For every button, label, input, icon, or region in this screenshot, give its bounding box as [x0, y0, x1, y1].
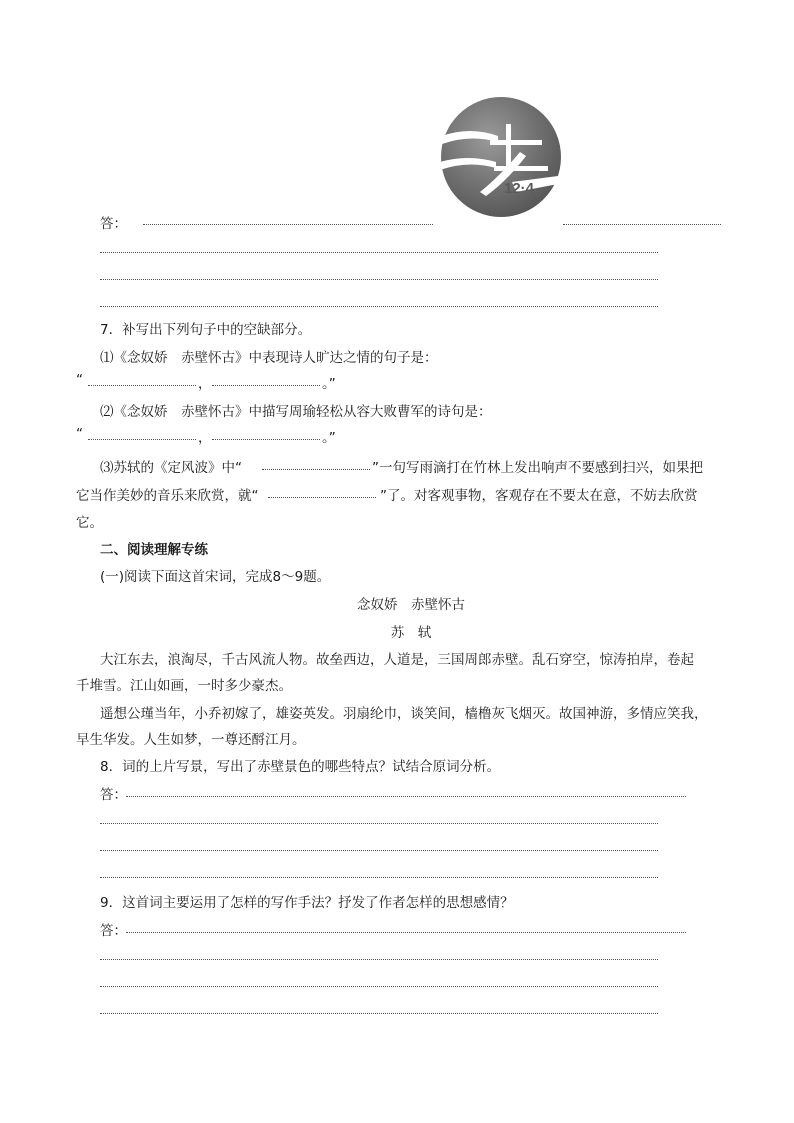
q8-answer-line-1[interactable]: [126, 796, 686, 797]
q9-answer-line-2[interactable]: [100, 959, 658, 960]
section-intro: (一)阅读下面这首宋词，完成8～9题。: [100, 569, 331, 585]
poem-title: 念奴娇 赤壁怀古: [357, 597, 465, 613]
poem-author: 苏 轼: [390, 625, 432, 641]
q7-sub1-open-quote: “: [76, 372, 83, 388]
q8-prompt: 8．词的上片写景，写出了赤壁景色的哪些特点？试结合原词分析。: [100, 759, 501, 775]
q8-answer-line-4[interactable]: [100, 877, 658, 878]
q7-sub1-blank-2[interactable]: [212, 385, 320, 386]
q7-sub2-open-quote: “: [76, 426, 83, 442]
q6-answer-line-2[interactable]: [100, 252, 658, 253]
q7-sub3-part-a: ⑶苏轼的《定风波》中“: [100, 460, 242, 476]
q6-answer-line-3[interactable]: [100, 279, 658, 280]
q8-answer-line-2[interactable]: [100, 823, 658, 824]
q7-sub1: ⑴《念奴娇 赤壁怀古》中表现诗人旷达之情的句子是：: [100, 350, 438, 366]
q7-sub3-blank-1[interactable]: [262, 469, 370, 470]
q7-sub2: ⑵《念奴娇 赤壁怀古》中描写周瑜轻松从容大败曹军的诗句是：: [100, 404, 492, 420]
q9-answer-label: 答：: [100, 923, 127, 939]
q7-sub1-comma: ，: [198, 376, 212, 392]
q6-answer-line-1b[interactable]: [563, 224, 721, 225]
q7-sub3-part-d: ”了。对客观事物，客观存在不要太在意，不妨去欣赏: [380, 488, 698, 504]
poem-stanza2-line1: 遥想公瑾当年，小乔初嫁了，雄姿英发。羽扇纶巾，谈笑间，樯橹灰飞烟灭。故国神游，多情应笑我，: [100, 706, 708, 722]
q9-prompt: 9．这首词主要运用了怎样的写作手法？抒发了作者怎样的思想感情？: [100, 895, 514, 911]
q7-sub2-end-quote: 。”: [322, 430, 336, 446]
q9-answer-line-4[interactable]: [100, 1013, 658, 1014]
q8-answer-label: 答：: [100, 787, 127, 803]
q7-sub1-blank-1[interactable]: [88, 385, 196, 386]
q7-sub1-end-quote: 。”: [322, 376, 336, 392]
q7-sub3-part-c: 它当作美妙的音乐来欣赏，就“: [76, 488, 259, 504]
q6-answer-line-1a[interactable]: [143, 224, 433, 225]
poem-stanza1-line2: 千堆雪。江山如画，一时多少豪杰。: [76, 678, 292, 694]
q7-sub2-blank-2[interactable]: [212, 439, 320, 440]
poem-stanza1-line1: 大江东去，浪淘尽，千古风流人物。故垒西边，人道是，三国周郎赤壁。乱石穿空，惊涛拍岸，卷起: [100, 652, 694, 668]
q7-sub3-part-b: ”一句写雨滴打在竹林上发出响声不要感到扫兴，如果把: [372, 460, 703, 476]
q6-answer-line-4[interactable]: [100, 306, 658, 307]
logo-text: 12·4: [504, 180, 535, 197]
q8-answer-line-3[interactable]: [100, 850, 658, 851]
q9-answer-line-1[interactable]: [126, 932, 686, 933]
q7-sub2-comma: ，: [198, 430, 212, 446]
q9-answer-line-3[interactable]: [100, 986, 658, 987]
logo-emblem: [440, 96, 562, 218]
q7-sub3-blank-2[interactable]: [268, 497, 376, 498]
section-heading: 二、阅读理解专练: [100, 542, 208, 558]
poem-stanza2-line2: 早生华发。人生如梦，一尊还酹江月。: [76, 732, 306, 748]
q6-answer-label: 答：: [100, 216, 127, 232]
q7-sub3-part-e: 它。: [76, 515, 103, 531]
q7-prompt: 7．补写出下列句子中的空缺部分。: [100, 322, 312, 338]
q7-sub2-blank-1[interactable]: [88, 439, 196, 440]
